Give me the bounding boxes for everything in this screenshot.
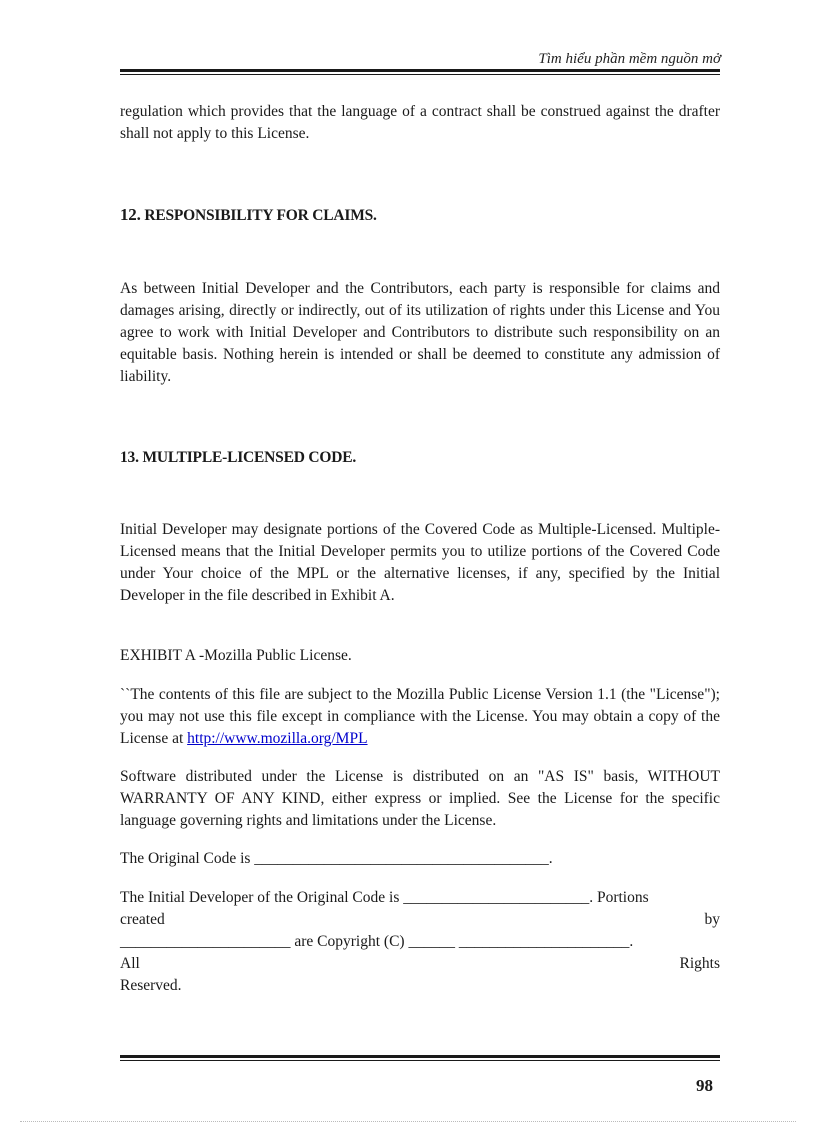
footer-rule: [120, 1055, 720, 1061]
section-12-heading: [120, 205, 377, 225]
mpl-link[interactable]: http://www.mozilla.org/MPL: [187, 730, 368, 747]
copyright-line: ______________________ are Copyright (C) ______ ______________________.: [120, 933, 634, 950]
section-13-body: Initial Developer may designate portions of the Covered Code as Multiple-Licensed. Multiple-Licensed means that the Initial Developer permits you to utilize portions of the Covered Code under Your choice of the MPL or the alternative licenses, if any, specified by the Initial Developer in the file described in Exhibit A.: [120, 521, 720, 604]
exhibit-paragraph-1-text: ``The contents of this file are subject to the Mozilla Public License Version 1.1 (the "License"); you may not use this file except in compliance with the License. You may obtain a copy of the License at: [120, 686, 720, 747]
rights-word: Rights: [679, 955, 720, 972]
section-13-heading: 13. MULTIPLE-LICENSED CODE.: [120, 449, 357, 466]
initial-developer-line: The Initial Developer of the Original Code is ________________________. Portions: [120, 889, 649, 906]
original-code-line: The Original Code is ______________________________________.: [120, 850, 553, 867]
intro-paragraph: regulation which provides that the language of a contract shall be construed against the drafter shall not apply to this License.: [120, 103, 720, 142]
created-word: created: [120, 911, 165, 928]
reserved-line: Reserved.: [120, 977, 182, 994]
section-12-title: RESPONSIBILITY FOR CLAIMS.: [144, 207, 377, 224]
running-header: Tìm hiểu phần mềm nguồn mở: [538, 51, 721, 67]
section-12-body: As between Initial Developer and the Contributors, each party is responsible for claims and damages arising, directly or indirectly, out of its utilization of rights under this License and You agree to work with Initial Developer and Contributors to distribute such responsibility on an equitable basis. Nothing herein is intended or shall be deemed to constitute any admission of liability.: [120, 280, 720, 385]
page-number: 98: [696, 1076, 713, 1095]
exhibit-title: EXHIBIT A -Mozilla Public License.: [120, 647, 352, 664]
all-word: All: [120, 955, 140, 972]
exhibit-paragraph-1: [120, 684, 720, 750]
exhibit-paragraph-2: Software distributed under the License is distributed on an "AS IS" basis, WITHOUT WARRANTY OF ANY KIND, either express or implied. See the License for the specific language governing rights and limitations under the License.: [120, 768, 720, 829]
header-rule: [120, 69, 720, 75]
page-edge-divider: [20, 1121, 796, 1122]
section-12-number: 12.: [120, 205, 141, 224]
all-rights-line: [120, 953, 720, 975]
by-word: by: [704, 911, 720, 928]
created-by-line: [120, 909, 720, 931]
